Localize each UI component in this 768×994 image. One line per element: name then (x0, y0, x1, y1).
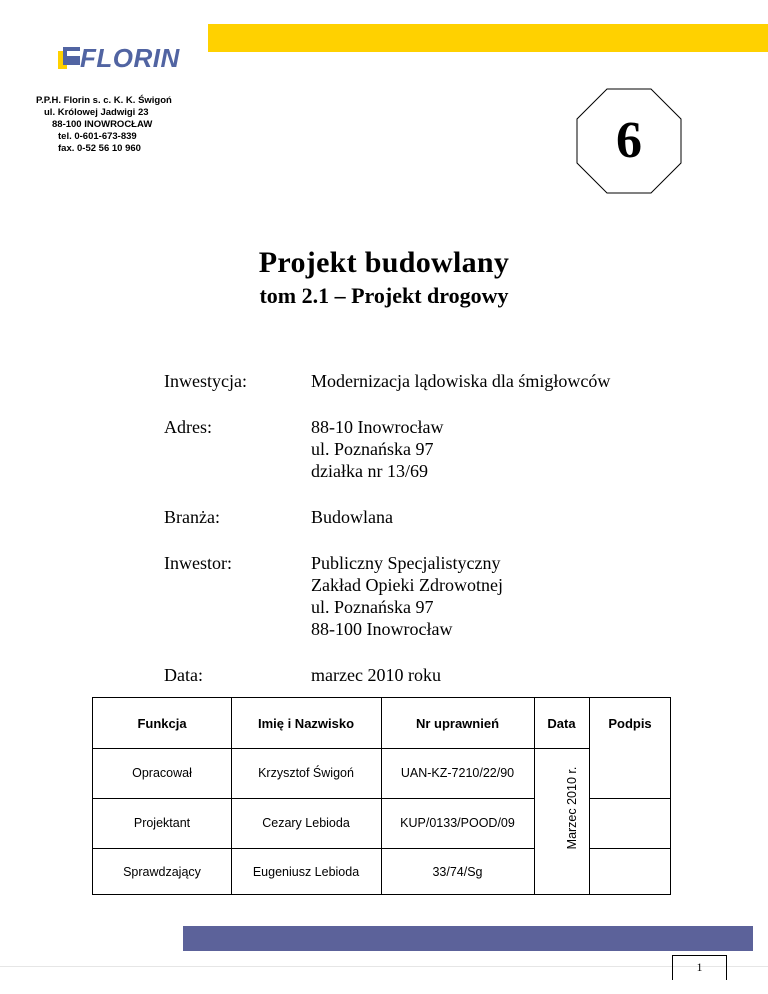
company-fax: fax. 0-52 56 10 960 (58, 143, 141, 154)
company-logo (22, 23, 208, 91)
company-street: ul. Królowej Jadwigi 23 (44, 107, 149, 118)
address-line: 88-10 Inowrocław (311, 417, 444, 437)
date-cell (555, 748, 589, 868)
header-signature: Podpis (608, 715, 652, 731)
investment-value (311, 370, 704, 392)
signature-box[interactable] (589, 798, 671, 848)
investor-value (311, 552, 704, 640)
row-function: Opracował (132, 766, 192, 780)
document-subtitle: tom 2.1 – Projekt drogowy (259, 283, 509, 308)
date-value-vertical: Marzec 2010 r. (565, 766, 579, 850)
row-function: Projektant (133, 816, 191, 830)
company-city: 88-100 INOWROCŁAW (52, 119, 153, 130)
address-line: działka nr 13/69 (311, 461, 428, 481)
investor-label: Inwestor: (164, 553, 232, 573)
info-row-address (164, 416, 704, 482)
row-name: Krzysztof Świgoń (258, 766, 354, 780)
info-row-investment (164, 370, 704, 392)
header-accent-bar (195, 24, 768, 52)
investor-line: Publiczny Specjalistyczny (311, 553, 501, 573)
investment-label: Inwestycja: (164, 371, 247, 391)
brand-name: FLORIN (80, 43, 180, 73)
info-row-investor (164, 552, 704, 640)
investor-line: ul. Poznańska 97 (311, 597, 434, 617)
company-address (36, 95, 246, 155)
investor-line: Zakład Opieki Zdrowotnej (311, 575, 503, 595)
footer-divider (0, 966, 768, 967)
signature-box[interactable] (589, 748, 671, 798)
florin-logo-icon (58, 47, 80, 69)
row-license: KUP/0133/POOD/09 (400, 816, 515, 830)
branch-line: Budowlana (311, 507, 393, 527)
branch-value (311, 506, 704, 528)
volume-number: 6 (616, 112, 642, 169)
header-name: Imię i Nazwisko (257, 715, 355, 731)
header-date: Data (547, 715, 576, 731)
row-license: 33/74/Sg (432, 864, 483, 879)
date-line: marzec 2010 roku (311, 665, 441, 685)
project-info (164, 370, 704, 686)
row-function: Sprawdzający (123, 864, 201, 879)
header-license: Nr uprawnień (415, 715, 500, 731)
page-number: 1 (672, 955, 727, 980)
date-value (311, 664, 704, 686)
signature-box[interactable] (589, 848, 671, 895)
volume-number-badge (576, 88, 682, 194)
row-license: UAN-KZ-7210/22/90 (400, 766, 515, 780)
document-title: Projekt budowlany (258, 246, 510, 279)
company-phone: tel. 0-601-673-839 (58, 131, 137, 142)
header-function: Funkcja (137, 715, 187, 731)
row-name: Cezary Lebioda (262, 816, 350, 830)
investment-line: Modernizacja lądowiska dla śmigłowców (311, 371, 611, 391)
company-name: P.P.H. Florin s. c. K. K. Świgoń (36, 95, 172, 106)
footer-bar (183, 926, 753, 951)
investor-line: 88-100 Inowrocław (311, 619, 453, 639)
branch-label: Branża: (164, 507, 220, 527)
info-row-branch (164, 506, 704, 528)
address-line: ul. Poznańska 97 (311, 439, 434, 459)
date-label: Data: (164, 665, 203, 685)
address-label: Adres: (164, 417, 212, 437)
row-name: Eugeniusz Lebioda (252, 864, 360, 879)
info-row-date (164, 664, 704, 686)
address-value (311, 416, 704, 482)
